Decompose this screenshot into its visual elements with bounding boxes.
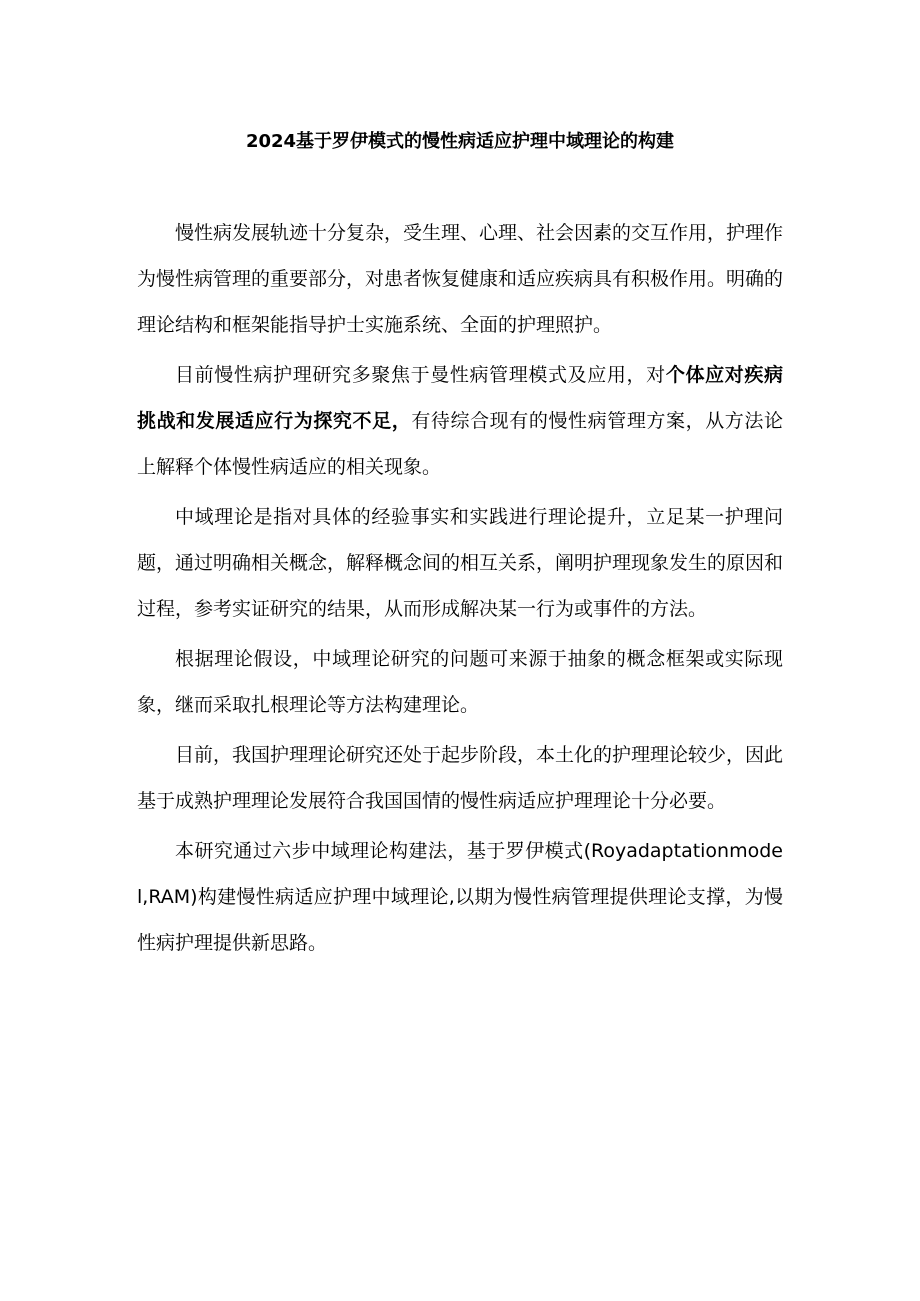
paragraph-2-bold: 个体应对疾病挑战和发展适应行为探究不足， xyxy=(137,364,783,432)
paragraph-2 xyxy=(137,352,783,490)
paragraph-2-tail: 有待综合现有的慢性病管理方案，从方法论上解释个体慢性病适应的相关现象。 xyxy=(137,410,783,478)
paragraph-6: 本研究通过六步中域理论构建法，基于罗伊模式(Royadaptationmodel,RAM)构建慢性病适应护理中域理论,以期为慢性病管理提供理论支撑，为慢性病护理提供新思路。 xyxy=(137,840,783,954)
paragraph-3: 中域理论是指对具体的经验事实和实践进行理论提升，立足某一护理问题，通过明确相关概念，解释概念间的相互关系，阐明护理现象发生的原因和过程，参考实证研究的结果，从而形成解决某一行为或事件的方法。 xyxy=(137,506,784,620)
paragraph-4: 根据理论假设，中域理论研究的问题可来源于抽象的概念框架或实际现象，继而采取扎根理论等方法构建理论。 xyxy=(137,648,783,716)
document-title: 2024基于罗伊模式的慢性病适应护理中域理论的构建 xyxy=(245,131,675,152)
document-body xyxy=(137,210,783,970)
paragraph-5: 目前，我国护理理论研究还处于起步阶段，本土化的护理理论较少，因此基于成熟护理理论发展符合我国国情的慢性病适应护理理论十分必要。 xyxy=(137,744,784,812)
paragraph-1: 慢性病发展轨迹十分复杂，受生理、心理、社会因素的交互作用，护理作为慢性病管理的重要部分，对患者恢复健康和适应疾病具有积极作用。明确的理论结构和框架能指导护士实施系统、全面的护理照护。 xyxy=(137,222,784,336)
paragraph-2-lead: 目前慢性病护理研究多聚焦于曼性病管理模式及应用，对 xyxy=(175,364,666,386)
